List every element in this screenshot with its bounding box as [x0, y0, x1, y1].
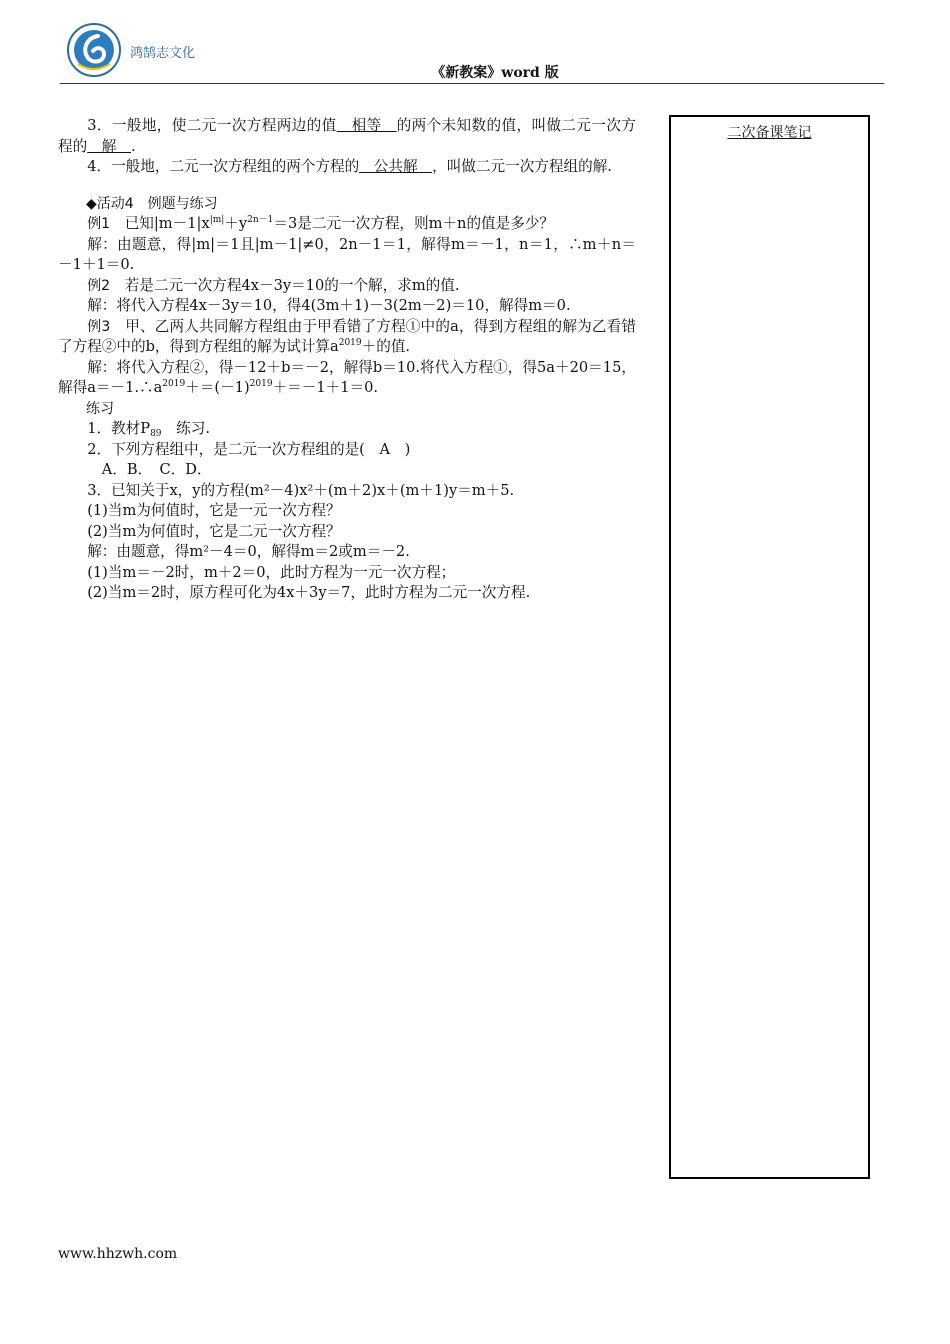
- answer-blank: 解: [87, 137, 131, 155]
- practice-item-2-choices: A．B． C．D．: [101, 461, 212, 478]
- practice-item-1: 1．教材$P_{89}$ 练习.: [87, 420, 210, 439]
- notes-title: 二次备课笔记: [727, 125, 812, 141]
- practice-item-2: 2．下列方程组中，是二元一次方程组的是( A ): [87, 440, 411, 458]
- footer-url: www.hhzwh.com: [58, 1246, 178, 1262]
- concept-4: 4．一般地，二元一次方程组的两个方程的 公共解 ，叫做二元一次方程组的解.: [87, 158, 612, 175]
- practice-item-3: 3．已知关于x，y的方程(m²－4)x²＋(m＋2)x＋(m＋1)y＝m＋5.: [87, 481, 515, 499]
- example-3: 例3 甲、乙两人共同解方程组由于甲看错了方程①中的a，得到方程组的解为乙看错了方程②中的b，得到方程组的解为试计算$a^{2019}+$的值.: [58, 317, 636, 355]
- brand-name: 鸿鹄志文化: [130, 46, 196, 61]
- example-2: 例2 若是二元一次方程4x－3y＝10的一个解，求m的值.: [87, 276, 460, 294]
- document-title: 《新教案》word 版: [431, 65, 559, 81]
- example-3-solution: 解：将代入方程②，得－12＋b＝－2，解得b＝10.将代入方程①，得5a＋20＝15，解得$a=-1.\therefore a^{2019}+=(-1)^{2019}+=-1+1=0$.: [58, 358, 636, 396]
- example-1-solution: 解：由题意，得|m|＝1且|m－1|≠0，2n－1＝1，解得m＝－1，n＝1，∴m＋n＝－1＋1＝0.: [58, 235, 636, 273]
- practice-solution-1: (1)当m＝－2时，m＋2＝0，此时方程为一元一次方程；: [87, 563, 456, 581]
- practice-solution-2: (2)当m＝2时，原方程可化为4x＋3y＝7，此时方程为二元一次方程.: [87, 584, 531, 601]
- lesson-content: [58, 116, 636, 604]
- practice-item-3-part-2: (2)当m为何值时，它是二元一次方程？: [87, 522, 341, 540]
- notes-sidebar: [669, 115, 870, 1179]
- header-divider: [60, 83, 884, 84]
- practice-item-3-part-1: (1)当m为何值时，它是一元一次方程？: [87, 502, 341, 519]
- activity-heading: ◆活动4 例题与练习: [86, 195, 218, 212]
- example-1: 例1 已知$|m-1|x^{|m|}+y^{2n-1}=3$是二元一次方程，则m＋n的值是多少？: [87, 215, 555, 232]
- practice-heading: 练习: [86, 400, 114, 417]
- answer-blank: 公共解: [359, 158, 433, 175]
- answer-blank: 相等: [336, 117, 397, 134]
- page-header: [0, 0, 950, 90]
- concept-3: 3．一般地，使二元一次方程两边的值 相等 的两个未知数的值，叫做二元一次方程的 解 .: [58, 117, 636, 155]
- example-2-solution: 解：将代入方程4x－3y＝10，得4(3m＋1)－3(2m－2)＝10，解得m＝0.: [87, 297, 571, 314]
- practice-solution: 解：由题意，得m²－4＝0，解得m＝2或m＝－2.: [87, 543, 410, 560]
